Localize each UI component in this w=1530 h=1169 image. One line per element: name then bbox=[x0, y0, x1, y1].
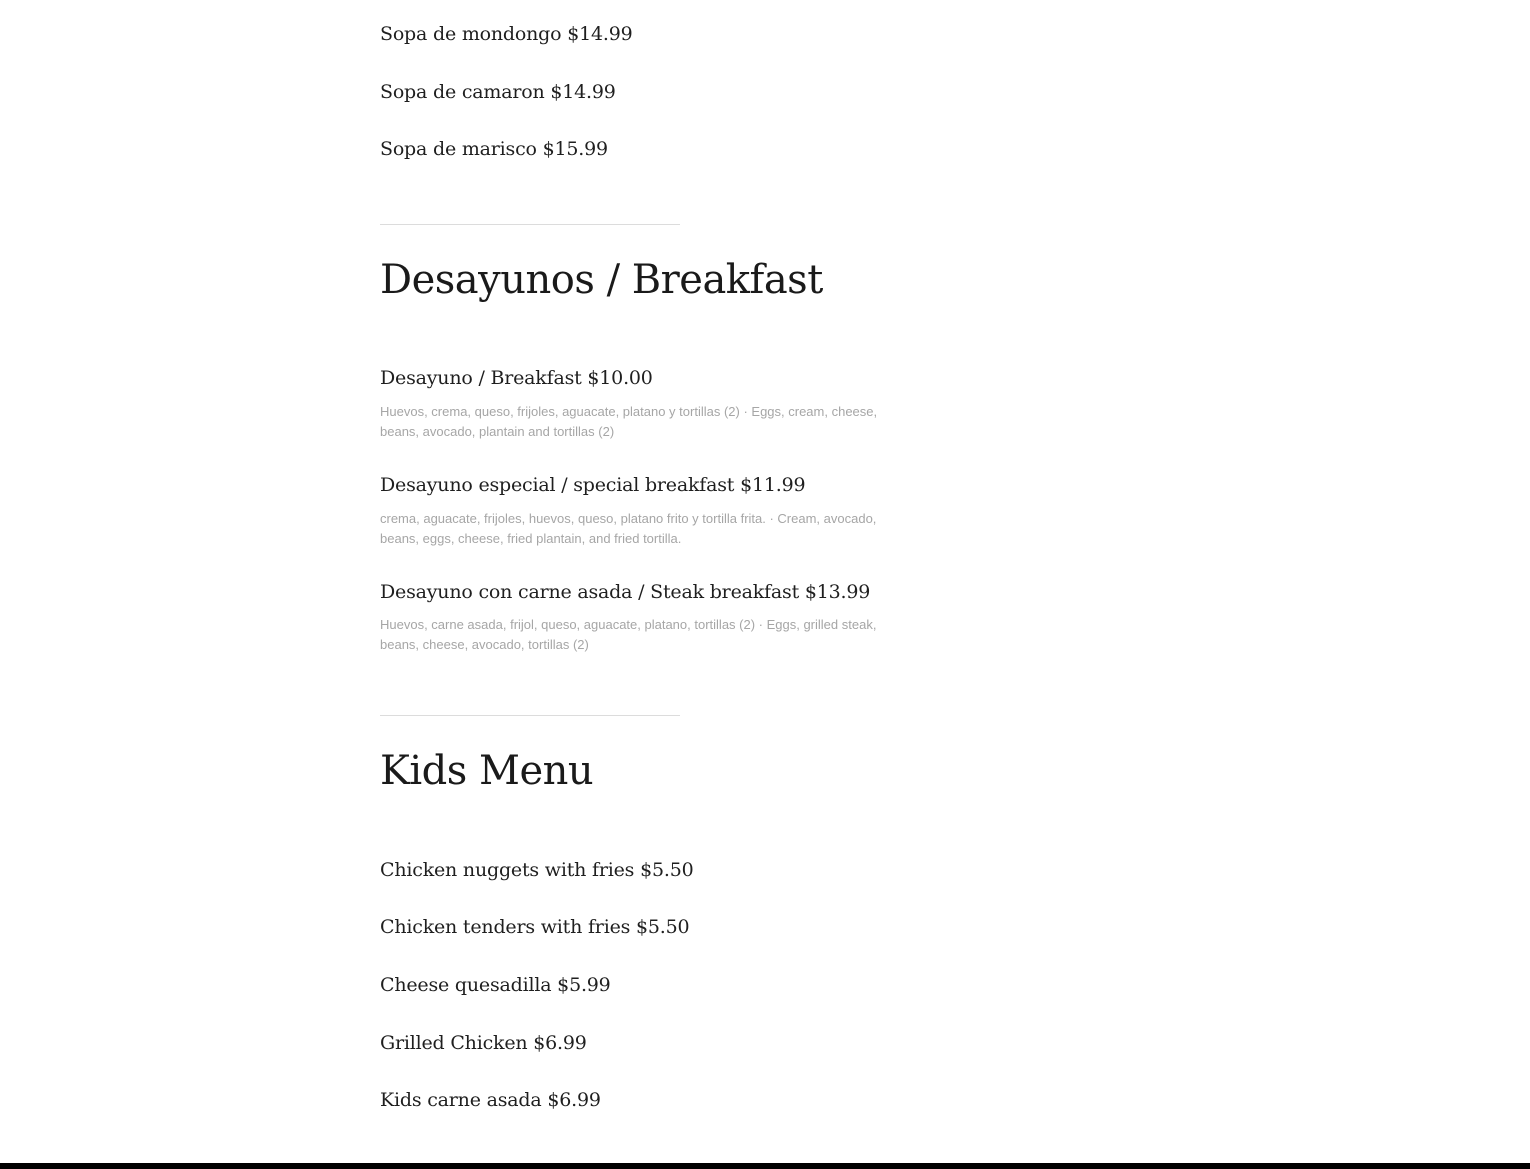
menu-item-title: Chicken nuggets with fries $5.50 bbox=[380, 859, 694, 881]
menu-item-title: Desayuno especial / special breakfast $11.99 bbox=[380, 474, 806, 496]
menu-item-title: Cheese quesadilla $5.99 bbox=[380, 974, 611, 996]
menu-item-title: Chicken tenders with fries $5.50 bbox=[380, 916, 690, 938]
menu-item-title: Desayuno con carne asada / Steak breakfast $13.99 bbox=[380, 581, 871, 603]
menu-item-description: Huevos, carne asada, frijol, queso, aguacate, platano, tortillas (2) · Eggs, grilled steak, beans, cheese, avocado, tortillas (2) bbox=[380, 617, 877, 652]
section-divider bbox=[380, 224, 680, 225]
menu-item-title: Desayuno / Breakfast $10.00 bbox=[380, 367, 653, 389]
menu-item-description: crema, aguacate, frijoles, huevos, queso, platano frito y tortilla frita. · Cream, avocado, beans, eggs, cheese, fried plantain, and fried tortilla. bbox=[380, 511, 877, 546]
menu-item-title: Sopa de marisco $15.99 bbox=[380, 138, 608, 160]
menu-item-title: Grilled Chicken $6.99 bbox=[380, 1032, 587, 1054]
menu-item-description: Huevos, crema, queso, frijoles, aguacate, platano y tortillas (2) · Eggs, cream, cheese, beans, avocado, plantain and tortillas (2) bbox=[380, 404, 878, 439]
footer-bar bbox=[0, 1163, 1530, 1169]
menu-item-title: Sopa de camaron $14.99 bbox=[380, 81, 616, 103]
menu-item-title: Kids carne asada $6.99 bbox=[380, 1089, 601, 1111]
menu-item-title: Sopa de mondongo $14.99 bbox=[380, 23, 633, 45]
section-heading-kids: Kids Menu bbox=[380, 748, 594, 794]
section-heading-breakfast: Desayunos / Breakfast bbox=[380, 257, 823, 303]
section-divider bbox=[380, 715, 680, 716]
